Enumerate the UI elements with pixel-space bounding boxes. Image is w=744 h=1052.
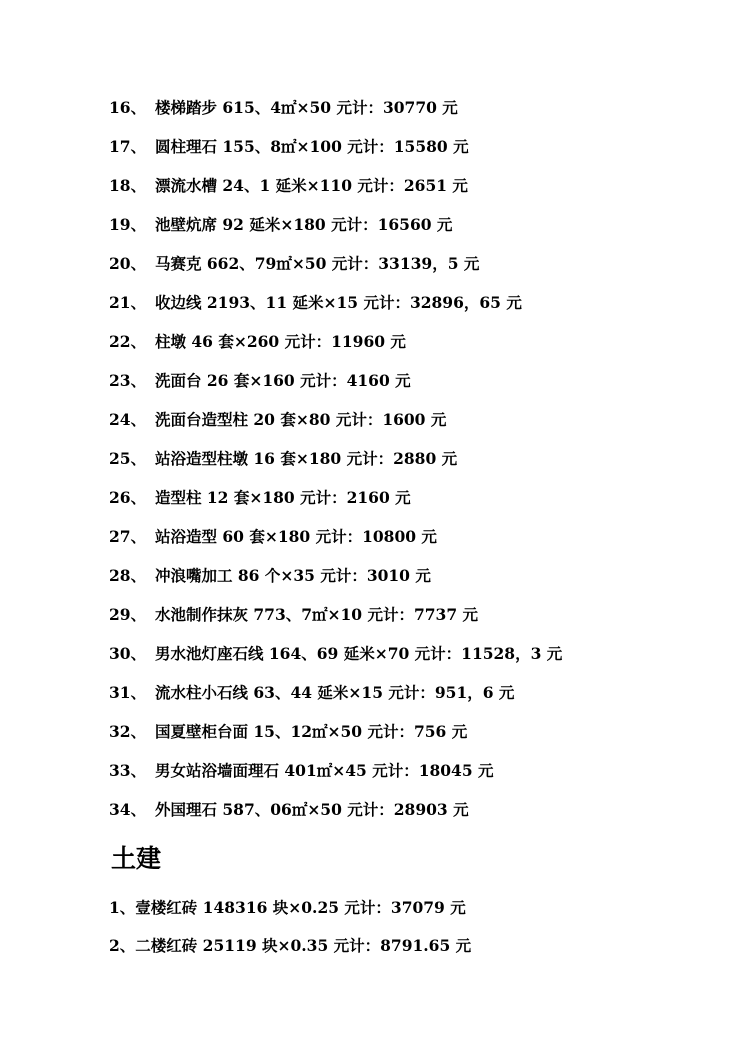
list-item — [109, 289, 562, 328]
list-item — [109, 172, 562, 211]
item-number: 18、 — [109, 176, 147, 195]
item-number: 19、 — [109, 215, 147, 234]
item-text: 马赛克 662、79㎡×50 元计：33139，5 元 — [155, 254, 480, 273]
item-number: 24、 — [109, 410, 147, 429]
item-text: 站浴造型 60 套×180 元计：10800 元 — [155, 527, 437, 546]
section-item-list — [109, 894, 471, 970]
list-item — [109, 679, 562, 718]
list-item: 2、二楼红砖 25119 块×0.35 元计：8791.65 元 — [109, 936, 472, 955]
list-item — [109, 796, 562, 835]
item-number: 25、 — [109, 449, 147, 468]
item-number: 20、 — [109, 254, 147, 273]
item-number: 34、 — [109, 800, 147, 819]
item-text: 冲浪嘴加工 86 个×35 元计：3010 元 — [155, 566, 431, 585]
list-item — [109, 133, 562, 172]
cost-item-list — [109, 94, 562, 835]
list-item — [109, 757, 562, 796]
item-number: 30、 — [109, 644, 147, 663]
item-number: 17、 — [109, 137, 147, 156]
item-text: 男水池灯座石线 164、69 延米×70 元计：11528，3 元 — [155, 644, 563, 663]
list-item — [109, 640, 562, 679]
item-text: 外国理石 587、06㎡×50 元计：28903 元 — [155, 800, 469, 819]
list-item — [109, 445, 562, 484]
item-number: 21、 — [109, 293, 147, 312]
item-number: 33、 — [109, 761, 147, 780]
item-text: 圆柱理石 155、8㎡×100 元计：15580 元 — [155, 137, 469, 156]
item-text: 国夏壁柜台面 15、12㎡×50 元计：756 元 — [155, 722, 468, 741]
item-number: 16、 — [109, 98, 147, 117]
item-text: 收边线 2193、11 延米×15 元计：32896，65 元 — [155, 293, 522, 312]
list-item — [109, 328, 562, 367]
item-text: 漂流水槽 24、1 延米×110 元计：2651 元 — [155, 176, 468, 195]
section-heading: 土建 — [111, 844, 162, 873]
item-text: 流水柱小石线 63、44 延米×15 元计：951，6 元 — [155, 683, 515, 702]
item-text: 楼梯踏步 615、4㎡×50 元计：30770 元 — [155, 98, 458, 117]
list-item — [109, 601, 562, 640]
item-number: 22、 — [109, 332, 147, 351]
item-text: 水池制作抹灰 773、7㎡×10 元计：7737 元 — [155, 605, 479, 624]
list-item — [109, 367, 562, 406]
item-number: 31、 — [109, 683, 147, 702]
item-text: 站浴造型柱墩 16 套×180 元计：2880 元 — [155, 449, 458, 468]
item-text: 男女站浴墙面理石 401㎡×45 元计：18045 元 — [155, 761, 494, 780]
item-number: 28、 — [109, 566, 147, 585]
item-text: 洗面台 26 套×160 元计：4160 元 — [155, 371, 411, 390]
item-number: 29、 — [109, 605, 147, 624]
list-item — [109, 94, 562, 133]
item-text: 柱墩 46 套×260 元计：11960 元 — [155, 332, 406, 351]
list-item — [109, 406, 562, 445]
item-text: 造型柱 12 套×180 元计：2160 元 — [155, 488, 411, 507]
item-text: 池壁炕席 92 延米×180 元计：16560 元 — [155, 215, 453, 234]
list-item — [109, 562, 562, 601]
list-item — [109, 523, 562, 562]
list-item: 1、壹楼红砖 148316 块×0.25 元计：37079 元 — [109, 898, 466, 917]
item-number: 27、 — [109, 527, 147, 546]
list-item — [109, 211, 562, 250]
item-number: 32、 — [109, 722, 147, 741]
list-item — [109, 250, 562, 289]
item-number: 23、 — [109, 371, 147, 390]
item-number: 26、 — [109, 488, 147, 507]
item-text: 洗面台造型柱 20 套×80 元计：1600 元 — [155, 410, 447, 429]
list-item — [109, 718, 562, 757]
list-item — [109, 484, 562, 523]
